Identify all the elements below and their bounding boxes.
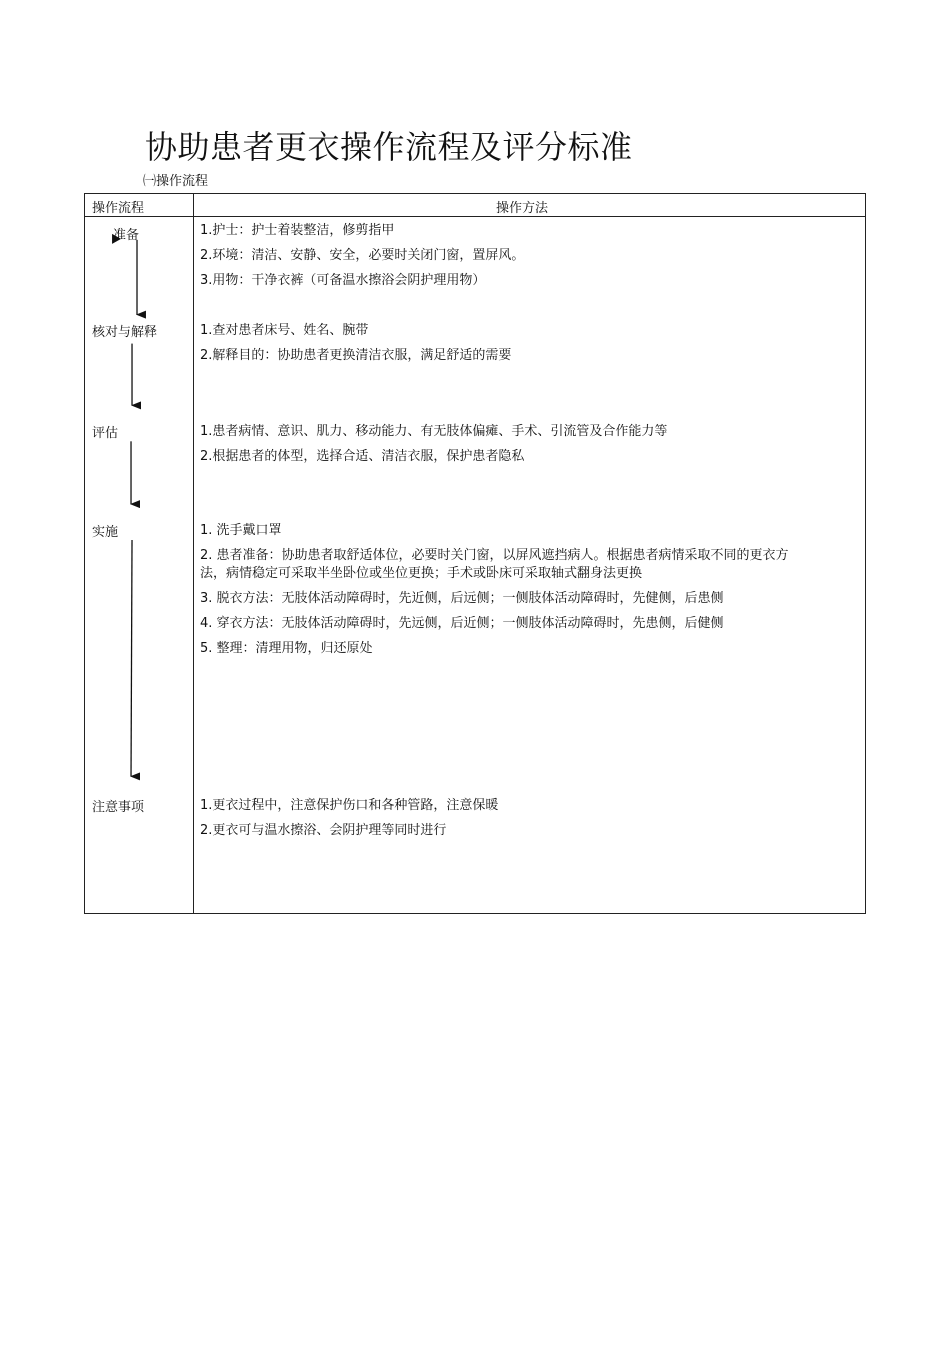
list-item: 4. 穿衣方法：无肢体活动障碍时，先远侧，后近侧；一侧肢体活动障碍时，先患侧，后健侧 [200,616,724,631]
list-item: 2.更衣可与温水擦浴、会阴护理等同时进行 [200,823,447,838]
step-label-prepare: 准备 [113,228,140,243]
step-label-implement: 实施 [92,525,119,540]
list-item: 2. 患者准备：协助患者取舒适体位，必要时关门窗，以屏风遮挡病人。根据患者病情采取不同的更衣方法，病情稳定可采取半坐卧位或坐位更换；手术或卧床可采取轴式翻身法更换 [200,548,789,581]
header-process: 操作流程 [92,201,145,216]
verify-items [200,322,860,372]
header-method: 操作方法 [496,201,549,216]
prepare-items [200,222,860,297]
list-item: 2.环境：清洁、安静、安全，必要时关闭门窗，置屏风。 [200,248,525,263]
list-item: 2.解释目的：协助患者更换清洁衣服，满足舒适的需要 [200,348,512,363]
list-item: 3. 脱衣方法：无肢体活动障碍时，先近侧，后远侧；一侧肢体活动障碍时，先健侧，后患侧 [200,591,724,606]
list-item: 2.根据患者的体型，选择合适、清洁衣服，保护患者隐私 [200,449,525,464]
step-label-verify: 核对与解释 [92,325,158,340]
list-item: 1.护士：护士着装整洁，修剪指甲 [200,223,395,238]
step-label-assess: 评估 [92,426,119,441]
header-divider [85,216,865,217]
list-item: 1.查对患者床号、姓名、腕带 [200,323,369,338]
list-item: 1. 洗手戴口罩 [200,523,282,538]
list-item: 1.患者病情、意识、肌力、移动能力、有无肢体偏瘫、手术、引流管及合作能力等 [200,424,668,439]
implement-items [200,522,790,665]
arrow-down-icon [131,540,132,776]
notes-items [200,797,860,847]
step-label-notes: 注意事项 [92,800,145,815]
column-divider [193,194,194,913]
list-item: 3.用物：干净衣裤（可备温水擦浴会阴护理用物） [200,273,486,288]
page-title: 协助患者更衣操作流程及评分标准 [145,128,633,166]
assess-items [200,423,860,473]
section-subtitle: ㈠操作流程 [143,174,209,189]
list-item: 1.更衣过程中，注意保护伤口和各种管路，注意保暖 [200,798,499,813]
procedure-table [84,193,866,914]
list-item: 5. 整理：清理用物，归还原处 [200,641,373,656]
